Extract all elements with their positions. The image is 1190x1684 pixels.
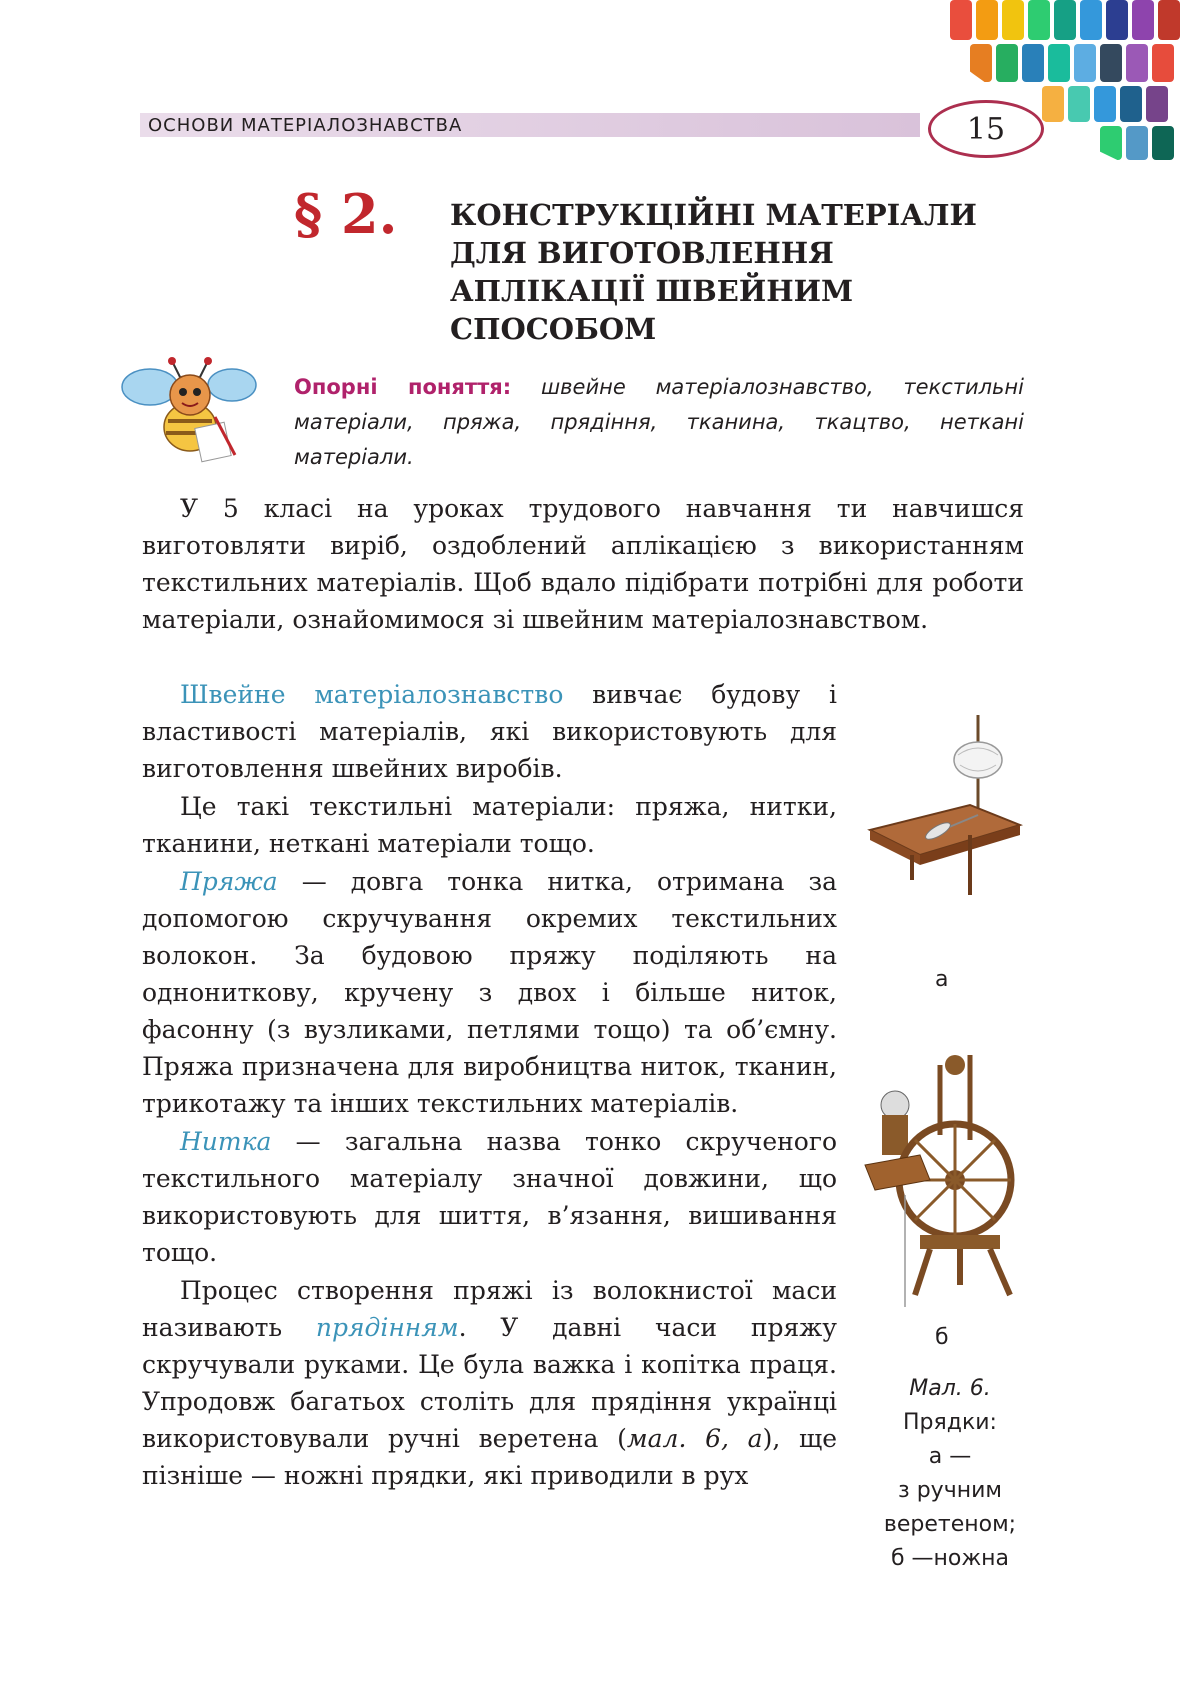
term-thread: Нитка <box>180 1127 272 1156</box>
figure-a-label: а <box>935 967 949 992</box>
figure-caption <box>865 1372 1035 1576</box>
thread-paragraph-text: — загальна назва тонко скрученого текстильного матеріалу значної довжини, що використовують для шиття, в’язання, вишивання тощо. <box>142 1127 837 1267</box>
figure-hand-spindle <box>860 705 1030 992</box>
yarn-paragraph-text: — довга тонка нитка, отримана за допомогою скручування окремих текстильних волокон. За будовою пряжу поділяють на однониткову, кручену з двох і більше ниток, фасонну (з вузликами, петлями тощо) та об’ємну. Пряжа призначена для виробництва ниток, тканин, трикотажу та інших текстильних матеріалів. <box>142 867 837 1118</box>
caption-line: б —ножна <box>890 1546 1010 1571</box>
chapter-title-line: АПЛІКАЦІЇ ШВЕЙНИМ <box>450 274 854 308</box>
caption-line: Прядки: <box>903 1410 997 1435</box>
main-text-column <box>142 676 837 1495</box>
caption-line: веретеном; <box>883 1512 1017 1537</box>
page-number: 15 <box>928 100 1044 158</box>
chapter-number: § 2. <box>294 182 398 246</box>
intro-text <box>142 490 1024 639</box>
chapter-title <box>450 196 1010 348</box>
chapter-title-line: КОНСТРУКЦІЙНІ МАТЕРІАЛИ <box>450 198 977 232</box>
key-concepts-label: Опорні поняття: <box>294 375 512 399</box>
intro-paragraph: У 5 класі на уроках трудового навчання ти навчишся виготовляти виріб, оздоблений аплікацією з використанням текстильних матеріалів. Щоб вдало підібрати потрібні для роботи матеріали, ознайомимося зі швейним матеріалознавством. <box>142 494 1024 634</box>
caption-line: з ручним <box>898 1478 1002 1503</box>
spinning-text-before: Процес створення пряжі із волокнистої маси називають <box>142 1276 837 1342</box>
chapter-title-line: ДЛЯ ВИГОТОВЛЕННЯ <box>450 236 834 270</box>
key-concepts-terms: швейне матеріалознавство, текстильні матеріали, пряжа, прядіння, тканина, ткацтво, неткані матеріали. <box>294 375 1024 469</box>
yarn-paragraph <box>142 863 837 1122</box>
key-concepts <box>294 370 1024 475</box>
term-spinning: прядінням <box>315 1313 459 1342</box>
spinning-text-after: ), ще пізніше — ножні прядки, які приводили в рух <box>142 1424 838 1490</box>
term-sewing-materials-science: Швейне матеріалознавство <box>180 680 564 709</box>
spinning-paragraph <box>142 1272 837 1494</box>
sewing-paragraph-text: вивчає будову і властивості матеріалів, які використовують для виготовлення швейних виробів. <box>142 680 838 783</box>
figure-spinning-wheel <box>860 1045 1040 1350</box>
spinning-text-middle: . У давні часи пряжу скручували руками. Це була важка і копітка праця. Упродовж багатьох століть для прядіння українці використовували ручні веретена ( <box>142 1313 837 1453</box>
thread-paragraph <box>142 1123 837 1271</box>
figure-reference: мал. 6, а <box>626 1424 763 1453</box>
caption-figure-number: Мал. 6. <box>909 1376 991 1401</box>
thread-spools-image <box>930 0 1190 190</box>
bee-mascot-illustration <box>120 355 260 465</box>
chapter-title-line: СПОСОБОМ <box>450 312 657 346</box>
caption-line: а — <box>928 1444 972 1469</box>
textiles-paragraph: Це такі текстильні матеріали: пряжа, нитки, тканини, неткані матеріали тощо. <box>142 792 837 858</box>
figure-b-label: б <box>935 1325 949 1350</box>
term-yarn: Пряжа <box>180 867 278 896</box>
sewing-paragraph <box>142 676 837 787</box>
section-header-title: ОСНОВИ МАТЕРІАЛОЗНАВСТВА <box>148 115 463 136</box>
